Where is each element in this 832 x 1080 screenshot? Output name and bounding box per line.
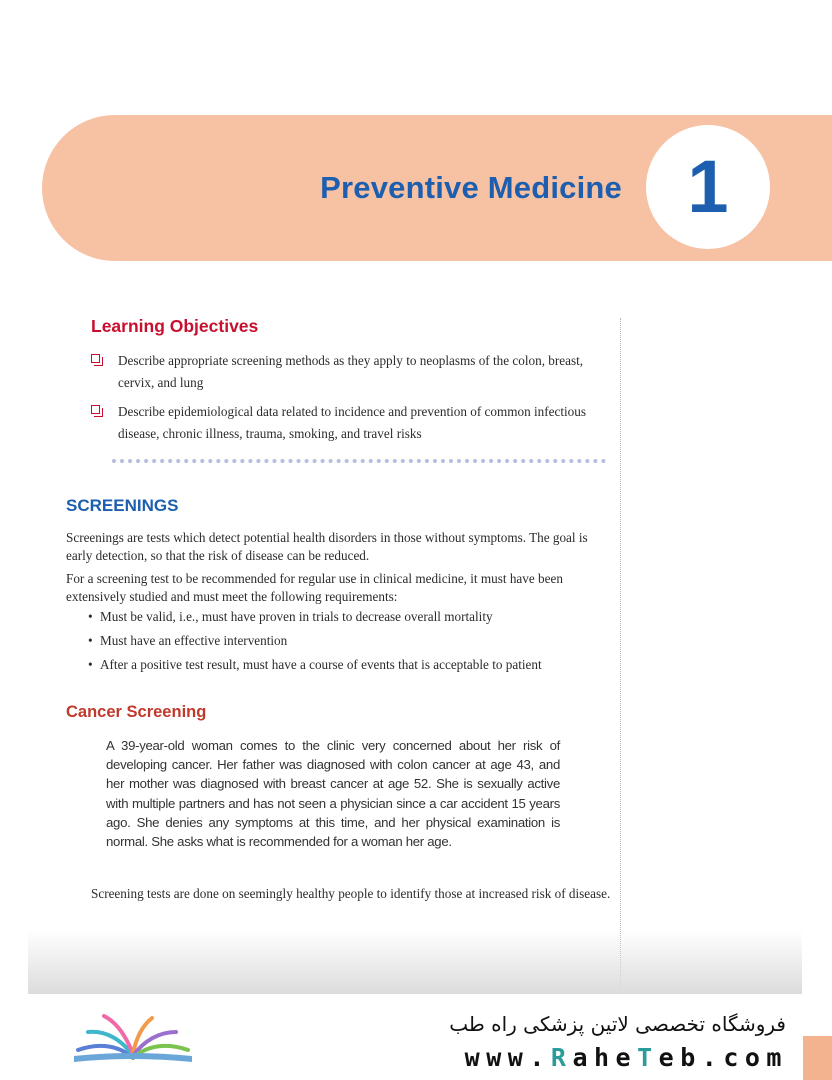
- chapter-number: 1: [687, 145, 729, 228]
- url-prefix: www.: [464, 1043, 551, 1072]
- screenings-heading: SCREENINGS: [66, 496, 179, 515]
- page-edge-tab: [803, 1036, 832, 1080]
- page-bottom-shadow: [28, 930, 802, 994]
- list-item: • After a positive test result, must have a course of events that is acceptable to patient: [88, 656, 608, 674]
- dotted-separator: [112, 459, 606, 463]
- requirements-intro: For a screening test to be recommended for regular use in clinical medicine, it must have been extensively studied and must meet the following requirements:: [66, 571, 563, 604]
- url-part: eb: [658, 1043, 702, 1072]
- objective-text: Describe epidemiological data related to incidence and prevention of common infectious disease, chronic illness, trauma, smoking, and travel risks: [118, 404, 586, 441]
- url-letter-r: R: [550, 1043, 573, 1072]
- learning-objectives-list: [90, 350, 610, 452]
- list-item: • Must have an effective intervention: [88, 632, 608, 650]
- store-name-persian: فروشگاه تخصصی لاتین پزشکی راه طب: [449, 1012, 786, 1036]
- store-url[interactable]: [438, 1043, 788, 1072]
- case-vignette: A 39-year-old woman comes to the clinic very concerned about her risk of developing cancer. Her father was diagnosed with colon cancer at age 43, and her mother was diagnosed with breast cancer at age 52. She is sexually active with multiple partners and has not seen a physician since a car accident 15 years ago. She denies any symptoms at this time, and her physical examination is normal. She asks what is recommended for a woman her age.: [106, 738, 560, 850]
- list-item: [90, 401, 610, 445]
- cancer-screening-heading: Cancer Screening: [66, 703, 207, 721]
- url-letter-t: T: [637, 1043, 659, 1072]
- url-suffix: .com: [701, 1043, 788, 1072]
- open-book-logo-icon: [70, 1010, 196, 1068]
- objective-text: Describe appropriate screening methods as they apply to neoplasms of the colon, breast, cervix, and lung: [118, 353, 584, 390]
- checkbox-bullet-icon: [91, 405, 100, 414]
- learning-objectives-heading: Learning Objectives: [91, 316, 259, 336]
- list-item: [90, 350, 610, 394]
- requirements-list: [88, 608, 608, 680]
- list-item: • Must be valid, i.e., must have proven in trials to decrease overall mortality: [88, 608, 608, 626]
- chapter-title: Preventive Medicine: [320, 170, 622, 205]
- checkbox-bullet-icon: [91, 354, 100, 363]
- screenings-paragraph: Screenings are tests which detect potential health disorders in those without symptoms. The goal is early detection, so that the risk of disease can be reduced.: [66, 530, 588, 563]
- chapter-number-badge: [646, 125, 770, 249]
- cancer-screening-paragraph: Screening tests are done on seemingly healthy people to identify those at increased risk of disease.: [91, 886, 611, 901]
- margin-divider: [620, 318, 621, 990]
- url-part: ahe: [572, 1043, 638, 1072]
